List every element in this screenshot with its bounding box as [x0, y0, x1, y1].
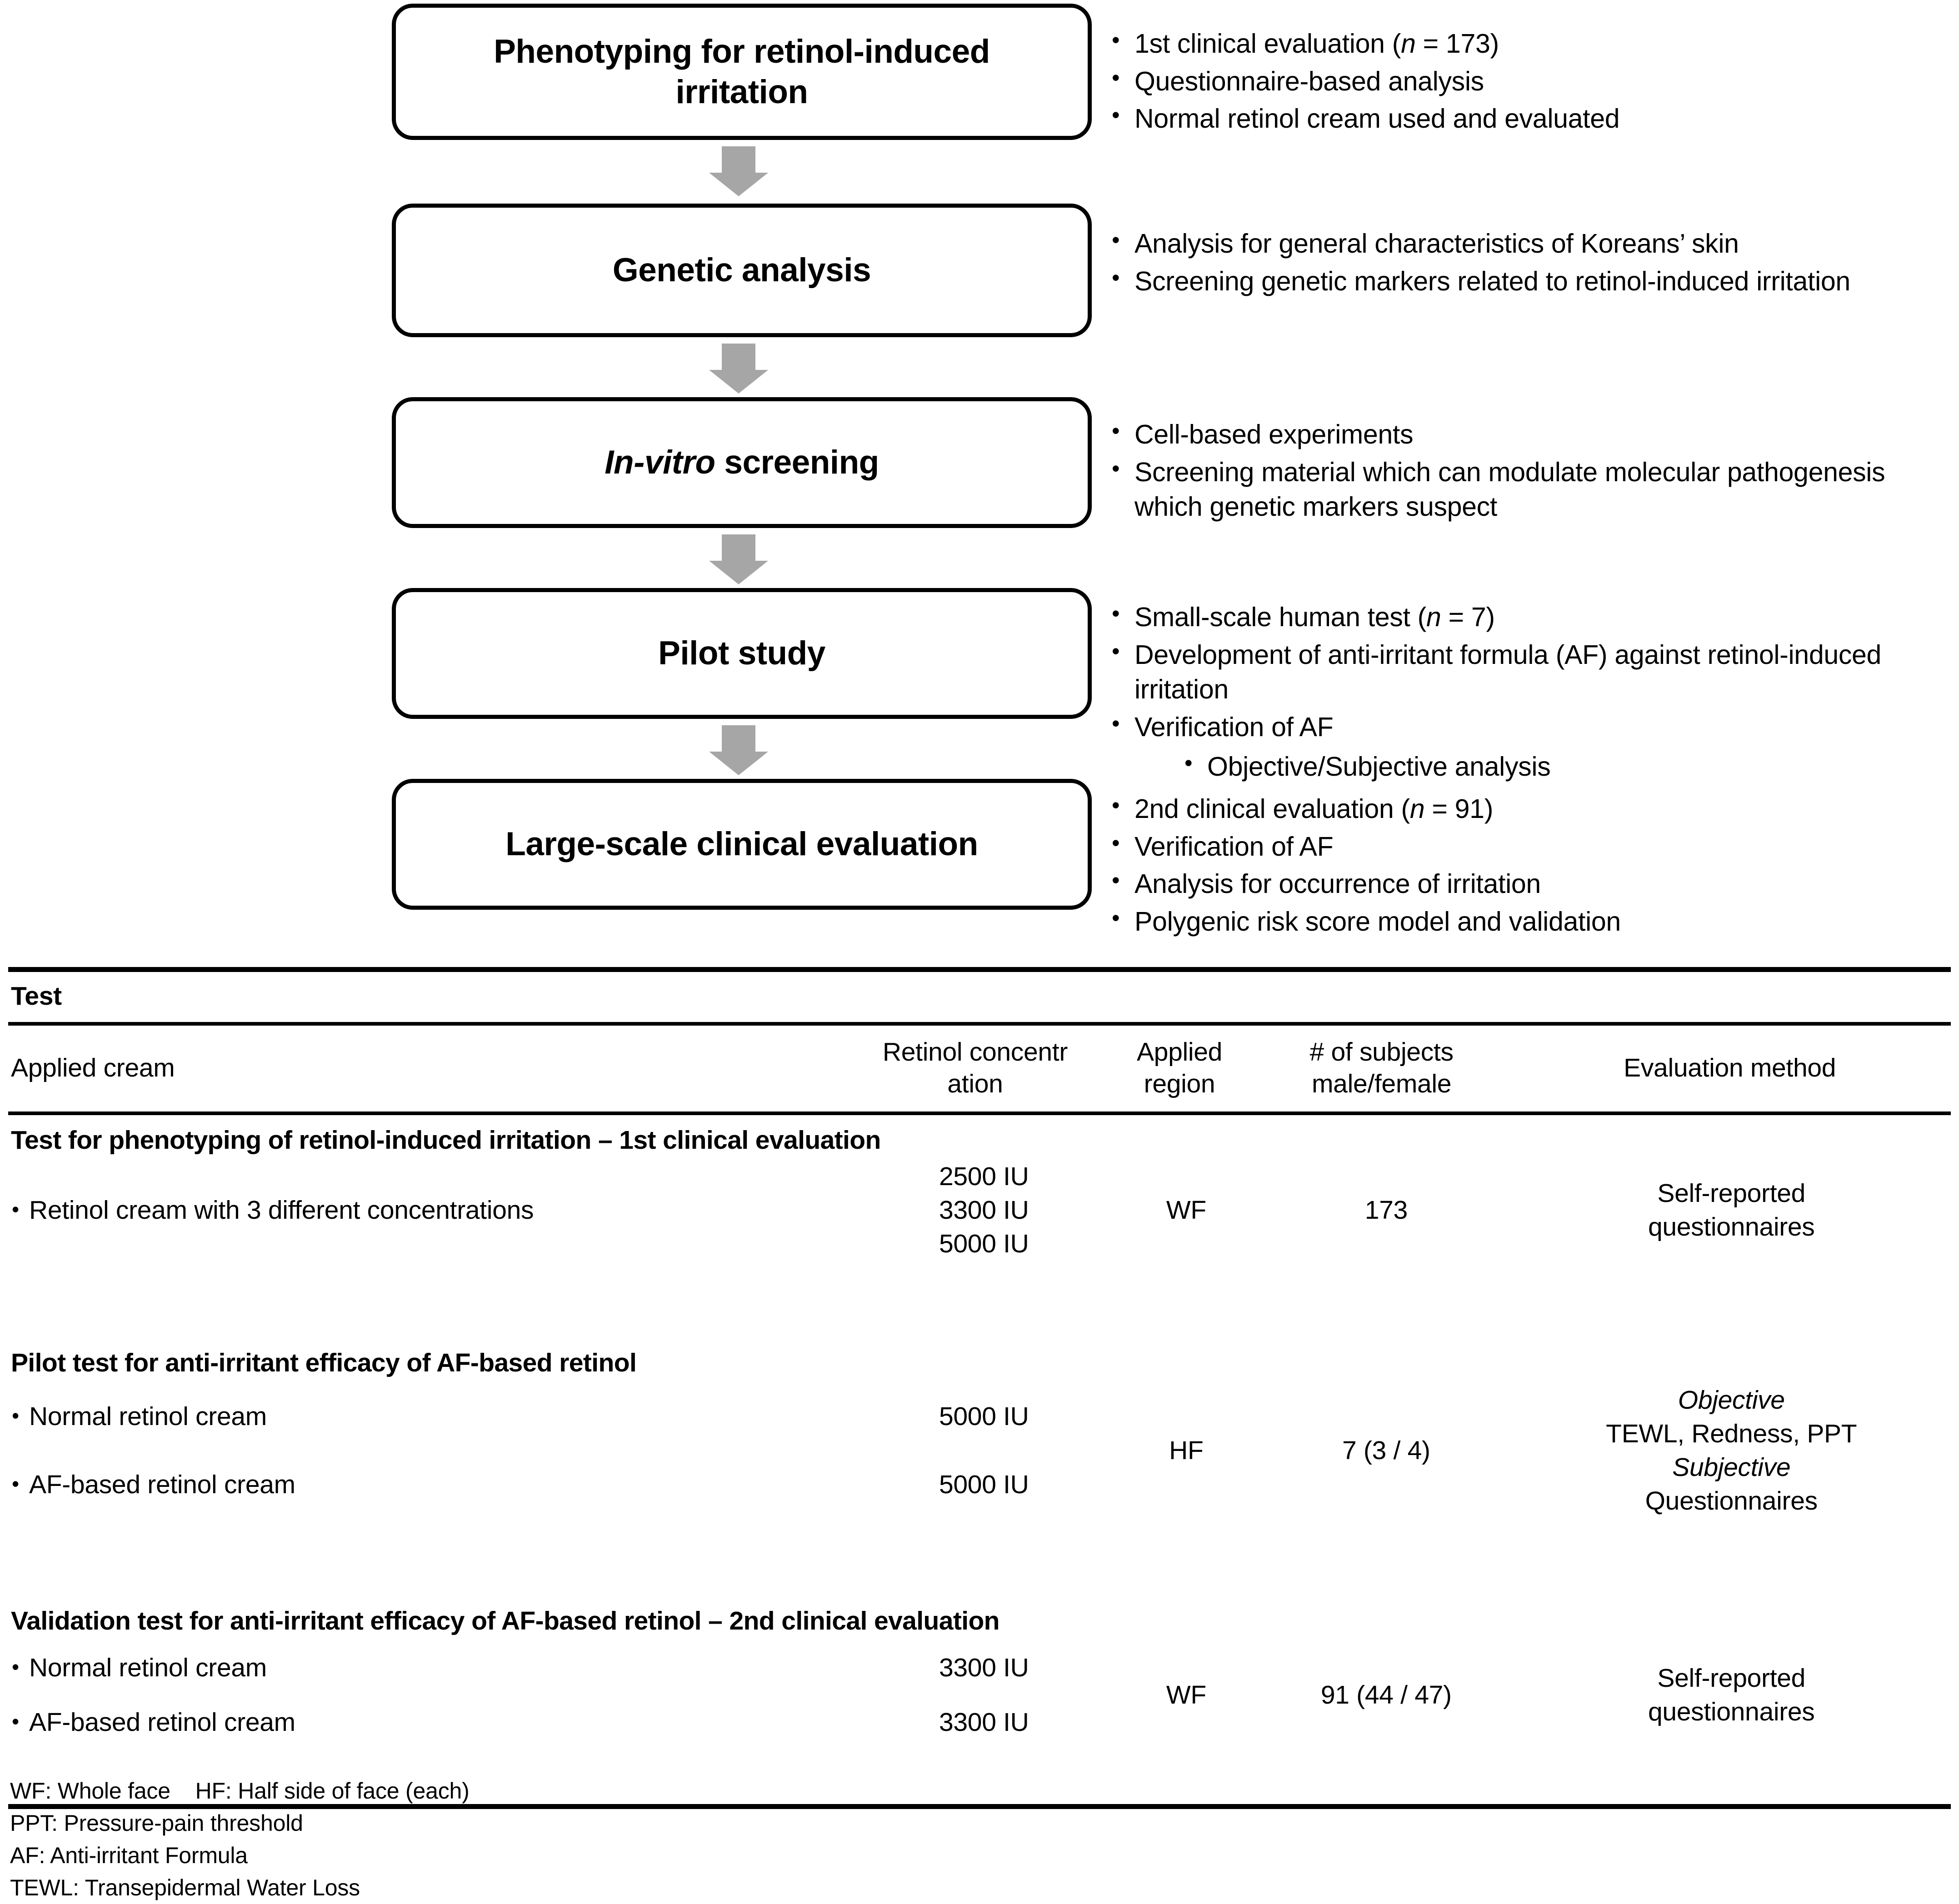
table-header-rule [8, 1111, 1951, 1115]
list-item: • Development of anti-irritant formula (AF) against retinol-induced irritation [1109, 638, 1945, 707]
cell-applied-cream: • Normal retinol cream [8, 1640, 856, 1695]
flow-step-title: Large-scale clinical evaluation [505, 826, 978, 863]
list-item: • Analysis for general characteristics of Koreans’ skin [1109, 226, 1945, 261]
cell-subjects: 91 (44 / 47) [1320, 1680, 1452, 1710]
cell-evaluation-method: Self-reported questionnaires [1648, 1664, 1815, 1727]
table-row [8, 1640, 1951, 1695]
cell-retinol-concentration: 3300 IU [939, 1708, 1029, 1737]
list-item: • Normal retinol cream used and evaluated [1109, 101, 1945, 136]
evaluation-subjective-label: Subjective [1672, 1453, 1791, 1482]
list-item: • Verification of AF [1109, 710, 1945, 745]
cell-evaluation-method [1512, 1382, 1951, 1519]
cell-retinol-concentration: 5000 IU [939, 1470, 1029, 1500]
list-item: • Screening genetic markers related to retinol-induced irritation [1109, 264, 1945, 299]
table-section-header-row [8, 1596, 1951, 1640]
list-item-nested: • Objective/Subjective analysis [1109, 749, 1945, 784]
cell-applied-region: WF [1166, 1680, 1206, 1710]
section-header-validation-test: Validation test for anti-irritant efficacy of AF-based retinol – 2nd clinical evaluation [11, 1606, 999, 1636]
section-header-phenotyping: Test for phenotyping of retinol-induced irritation – 1st clinical evaluation [11, 1126, 881, 1155]
table-caption-rule [8, 1022, 1951, 1026]
row-spacer [8, 1261, 1951, 1338]
table-header-row [8, 1026, 1951, 1111]
column-header-applied-region: Applied region [1136, 1037, 1223, 1098]
footnote-ppt: PPT: Pressure-pain threshold [10, 1810, 303, 1836]
cell-applied-cream: • AF-based retinol cream [8, 1695, 856, 1749]
flow-arrow-down-2 [709, 344, 768, 394]
flow-arrow-down-1 [709, 146, 768, 196]
evaluation-objective-label: Objective [1678, 1386, 1785, 1415]
flow-step-title-emphasis: In-vitro [605, 444, 715, 481]
table-section-header-row [8, 1115, 1951, 1160]
list-item: • Screening material which can modulate molecular pathogenesis which genetic markers suspect [1109, 455, 1945, 524]
footnote-face-regions: WF: Whole face HF: Half side of face (each) [10, 1778, 470, 1804]
flow-step-title: Pilot study [658, 635, 825, 672]
evaluation-objective-value: TEWL, Redness, PPT [1606, 1419, 1857, 1449]
flow-step-details-large-scale-clinical-evaluation [1109, 792, 1945, 942]
table-footnotes [10, 1775, 470, 1904]
list-item: • Small-scale human test (n = 7) [1109, 600, 1945, 635]
footnote-af: AF: Anti-irritant Formula [10, 1843, 248, 1868]
column-header-subjects: # of subjects male/female [1309, 1037, 1454, 1098]
list-item: • Verification of AF [1109, 829, 1945, 864]
flow-step-phenotyping [392, 4, 1092, 140]
row-spacer [8, 1519, 1951, 1596]
cell-retinol-concentration: 5000 IU [939, 1402, 1029, 1431]
cell-applied-region: HF [1169, 1436, 1204, 1465]
table-caption: Test [11, 982, 62, 1011]
flow-step-details-in-vitro-screening [1109, 417, 1945, 527]
flow-step-large-scale-clinical-evaluation [392, 779, 1092, 910]
table-top-rule [8, 967, 1951, 972]
cell-applied-cream: • Normal retinol cream [8, 1382, 856, 1450]
flow-arrow-down-3 [709, 534, 768, 584]
column-header-retinol-concentration: Retinol concentr ation [882, 1037, 1068, 1098]
list-item: • 1st clinical evaluation (n = 173) [1109, 26, 1945, 61]
cell-applied-region: WF [1166, 1196, 1206, 1225]
list-item: • Cell-based experiments [1109, 417, 1945, 452]
column-header-applied-cream: Applied cream [11, 1053, 175, 1082]
cell-subjects: 7 (3 / 4) [1342, 1436, 1430, 1465]
column-header-evaluation-method: Evaluation method [1624, 1053, 1836, 1082]
list-item: • Analysis for occurrence of irritation [1109, 867, 1945, 902]
list-item: • Polygenic risk score model and validation [1109, 904, 1945, 939]
flow-step-pilot-study [392, 588, 1092, 719]
table-row [8, 1382, 1951, 1450]
list-item: • 2nd clinical evaluation (n = 91) [1109, 792, 1945, 827]
cell-subjects: 173 [1364, 1196, 1408, 1225]
flow-arrow-down-4 [709, 725, 768, 775]
cell-evaluation-method: Self-reported questionnaires [1648, 1179, 1815, 1242]
table-row [8, 1160, 1951, 1261]
flow-step-details-phenotyping [1109, 26, 1945, 139]
flow-step-details-pilot-study [1109, 600, 1945, 787]
flow-step-title-line2: irritation [675, 74, 808, 110]
flow-step-genetic-analysis [392, 204, 1092, 337]
evaluation-subjective-value: Questionnaires [1645, 1486, 1818, 1516]
flow-step-title: Genetic analysis [612, 252, 871, 289]
cell-retinol-concentration: 3300 IU [939, 1653, 1029, 1683]
cell-applied-cream: • Retinol cream with 3 different concentrations [8, 1160, 856, 1261]
flow-step-details-genetic-analysis [1109, 226, 1945, 301]
cell-retinol-concentration: 2500 IU 3300 IU 5000 IU [939, 1162, 1029, 1259]
flow-step-title-rest: screening [715, 444, 879, 481]
table-caption-row [8, 972, 1951, 1022]
table-section-header-row [8, 1338, 1951, 1382]
list-item: • Questionnaire-based analysis [1109, 64, 1945, 99]
study-design-table [8, 967, 1951, 1809]
flow-step-title-line1: Phenotyping for retinol-induced [494, 33, 990, 70]
flow-step-in-vitro-screening [392, 397, 1092, 528]
footnote-tewl: TEWL: Transepidermal Water Loss [10, 1875, 360, 1900]
section-header-pilot-test: Pilot test for anti-irritant efficacy of AF-based retinol [11, 1348, 637, 1378]
cell-applied-cream: • AF-based retinol cream [8, 1450, 856, 1519]
